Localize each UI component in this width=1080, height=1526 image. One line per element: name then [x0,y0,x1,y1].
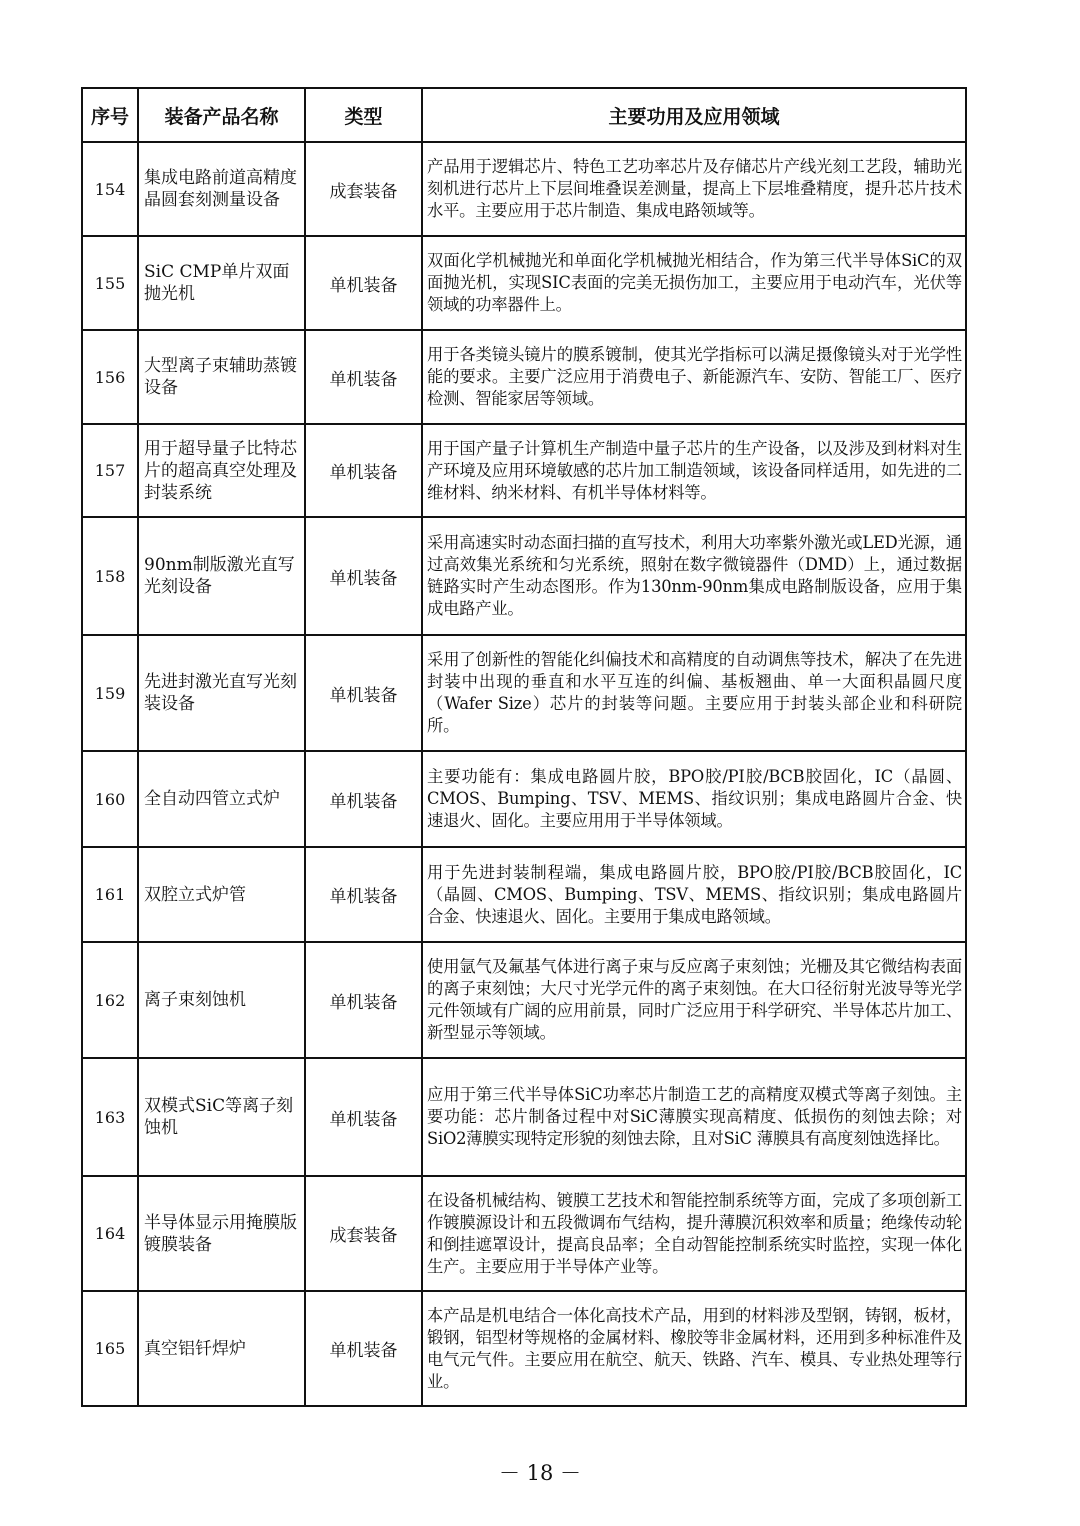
table-row [82,142,966,236]
table-row [82,1176,966,1291]
page-number: － 18 － [498,1461,582,1485]
table-row [82,942,966,1058]
product-type: 成套装备 [305,142,422,236]
table-row [82,236,966,330]
product-name: 真空铝钎焊炉 [138,1291,305,1406]
product-name: 双模式SiC等离子刻蚀机 [138,1058,305,1176]
product-description: 在设备机械结构、镀膜工艺技术和智能控制系统等方面，完成了多项创新工作镀膜源设计和五段微调布气结构，提升薄膜沉积效率和质量；绝缘传动轮和倒挂遮罩设计，提高良品率；全自动智能控制系统实时监控，实现一体化生产。主要应用于半导体产业等。 [422,1176,966,1291]
table-row [82,751,966,847]
product-type: 单机装备 [305,751,422,847]
table-row [82,1291,966,1406]
product-description: 本产品是机电结合一体化高技术产品，用到的材料涉及型钢，铸钢，板材，锻钢，铝型材等规格的金属材料、橡胶等非金属材料，还用到多种标准件及电气元气件。主要应用在航空、航天、铁路、汽车、模具、专业热处理等行业。 [422,1291,966,1406]
product-name: 半导体显示用掩膜版镀膜装备 [138,1176,305,1291]
equipment-table [81,87,967,1407]
product-description: 采用高速实时动态面扫描的直写技术，利用大功率紫外激光或LED光源，通过高效集光系统和匀光系统，照射在数字微镜器件（DMD）上，通过数据链路实时产生动态图形。作为130nm-90nm集成电路制版设备，应用于集成电路产业。 [422,517,966,635]
product-description: 应用于第三代半导体SiC功率芯片制造工艺的高精度双模式等离子刻蚀。主要功能：芯片制备过程中对SiC薄膜实现高精度、低损伤的刻蚀去除；对SiO2薄膜实现特定形貌的刻蚀去除，且对SiC 薄膜具有高度刻蚀选择比。 [422,1058,966,1176]
product-name: SiC CMP单片双面抛光机 [138,236,305,330]
product-description: 用于国产量子计算机生产制造中量子芯片的生产设备，以及涉及到材料对生产环境及应用环境敏感的芯片加工制造领域，该设备同样适用，如先进的二维材料、纳米材料、有机半导体材料等。 [422,424,966,517]
product-type: 单机装备 [305,1291,422,1406]
product-name: 90nm制版激光直写光刻设备 [138,517,305,635]
row-number: 158 [82,517,138,635]
product-description: 双面化学机械抛光和单面化学机械抛光相结合，作为第三代半导体SiC的双面抛光机，实现SIC表面的完美无损伤加工，主要应用于电动汽车，光伏等领域的功率器件上。 [422,236,966,330]
header-no: 序号 [82,88,138,142]
row-number: 161 [82,847,138,942]
product-type: 单机装备 [305,942,422,1058]
table-row [82,635,966,751]
product-type: 单机装备 [305,236,422,330]
row-number: 163 [82,1058,138,1176]
row-number: 162 [82,942,138,1058]
product-description: 采用了创新性的智能化纠偏技术和高精度的自动调焦等技术，解决了在先进封装中出现的垂直和水平互连的纠偏、基板翘曲、单一大面积晶圆尺度（Wafer Size）芯片的封装等问题。主要应用于封装头部企业和科研院所。 [422,635,966,751]
row-number: 155 [82,236,138,330]
product-type: 单机装备 [305,330,422,424]
header-type: 类型 [305,88,422,142]
product-description: 使用氩气及氟基气体进行离子束与反应离子束刻蚀；光栅及其它微结构表面的离子束刻蚀；大尺寸光学元件的离子束刻蚀。在大口径衍射光波导等光学元件领域有广阔的应用前景，同时广泛应用于科学研究、半导体芯片加工、新型显示等领域。 [422,942,966,1058]
product-type: 单机装备 [305,847,422,942]
product-type: 单机装备 [305,635,422,751]
product-name: 全自动四管立式炉 [138,751,305,847]
table-row [82,847,966,942]
row-number: 157 [82,424,138,517]
product-name: 双腔立式炉管 [138,847,305,942]
table-row [82,330,966,424]
product-type: 单机装备 [305,424,422,517]
row-number: 159 [82,635,138,751]
product-description: 主要功能有：集成电路圆片胶，BPO胶/PI胶/BCB胶固化，IC（晶圆、CMOS、Bumping、TSV、MEMS、指纹识别；集成电路圆片合金、快速退火、固化。主要应用用于半导体领域。 [422,751,966,847]
row-number: 156 [82,330,138,424]
header-desc: 主要功用及应用领域 [422,88,966,142]
header-name: 装备产品名称 [138,88,305,142]
product-type: 单机装备 [305,1058,422,1176]
row-number: 154 [82,142,138,236]
product-name: 集成电路前道高精度晶圆套刻测量设备 [138,142,305,236]
row-number: 160 [82,751,138,847]
product-description: 用于各类镜头镜片的膜系镀制，使其光学指标可以满足摄像镜头对于光学性能的要求。主要广泛应用于消费电子、新能源汽车、安防、智能工厂、医疗检测、智能家居等领域。 [422,330,966,424]
table-body [82,142,966,1406]
product-type: 单机装备 [305,517,422,635]
product-name: 先进封激光直写光刻装设备 [138,635,305,751]
table-header [82,88,966,142]
row-number: 164 [82,1176,138,1291]
product-name: 大型离子束辅助蒸镀设备 [138,330,305,424]
product-description: 用于先进封装制程端，集成电路圆片胶，BPO胶/PI胶/BCB胶固化，IC（晶圆、CMOS、Bumping、TSV、MEMS、指纹识别；集成电路圆片合金、快速退火、固化。主要用于集成电路领域。 [422,847,966,942]
product-type: 成套装备 [305,1176,422,1291]
header-row [82,88,966,142]
table-row [82,1058,966,1176]
product-name: 用于超导量子比特芯片的超高真空处理及封装系统 [138,424,305,517]
table-row [82,517,966,635]
table-row [82,424,966,517]
product-name: 离子束刻蚀机 [138,942,305,1058]
row-number: 165 [82,1291,138,1406]
product-description: 产品用于逻辑芯片、特色工艺功率芯片及存储芯片产线光刻工艺段，辅助光刻机进行芯片上下层间堆叠误差测量，提高上下层堆叠精度，提升芯片技术水平。主要应用于芯片制造、集成电路领域等。 [422,142,966,236]
